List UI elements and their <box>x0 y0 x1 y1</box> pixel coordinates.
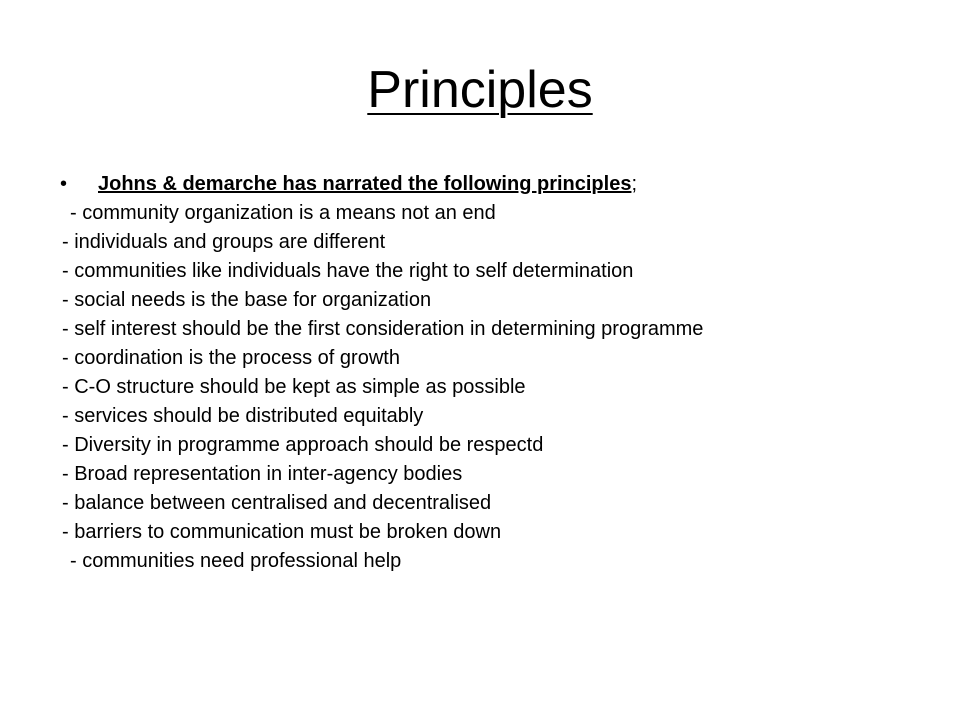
intro-text: Johns & demarche has narrated the following principles <box>98 173 632 195</box>
list-item: - individuals and groups are different <box>62 231 386 253</box>
list-item: - balance between centralised and decentralised <box>62 492 492 514</box>
list-item: - coordination is the process of growth <box>62 347 400 369</box>
list-item: - services should be distributed equitably <box>62 405 424 427</box>
list-item: - communities like individuals have the right to self determination <box>62 260 634 282</box>
list-item: - community organization is a means not an end <box>70 202 496 224</box>
list-item: - C-O structure should be kept as simple as possible <box>62 376 526 398</box>
slide-title-text: Principles <box>367 61 593 119</box>
list-item: - barriers to communication must be broken down <box>62 521 502 543</box>
bullet-icon: • <box>60 173 68 195</box>
slide-title <box>0 55 960 125</box>
list-item: - social needs is the base for organization <box>62 289 432 311</box>
list-item: - Diversity in programme approach should be respectd <box>62 434 544 456</box>
list-item: - Broad representation in inter-agency bodies <box>62 463 463 485</box>
principles-list <box>62 199 703 576</box>
list-item: - self interest should be the first consideration in determining programme <box>62 318 704 340</box>
list-item: - communities need professional help <box>70 550 402 572</box>
intro-suffix: ; <box>631 173 638 195</box>
intro-bullet-line <box>60 170 637 199</box>
